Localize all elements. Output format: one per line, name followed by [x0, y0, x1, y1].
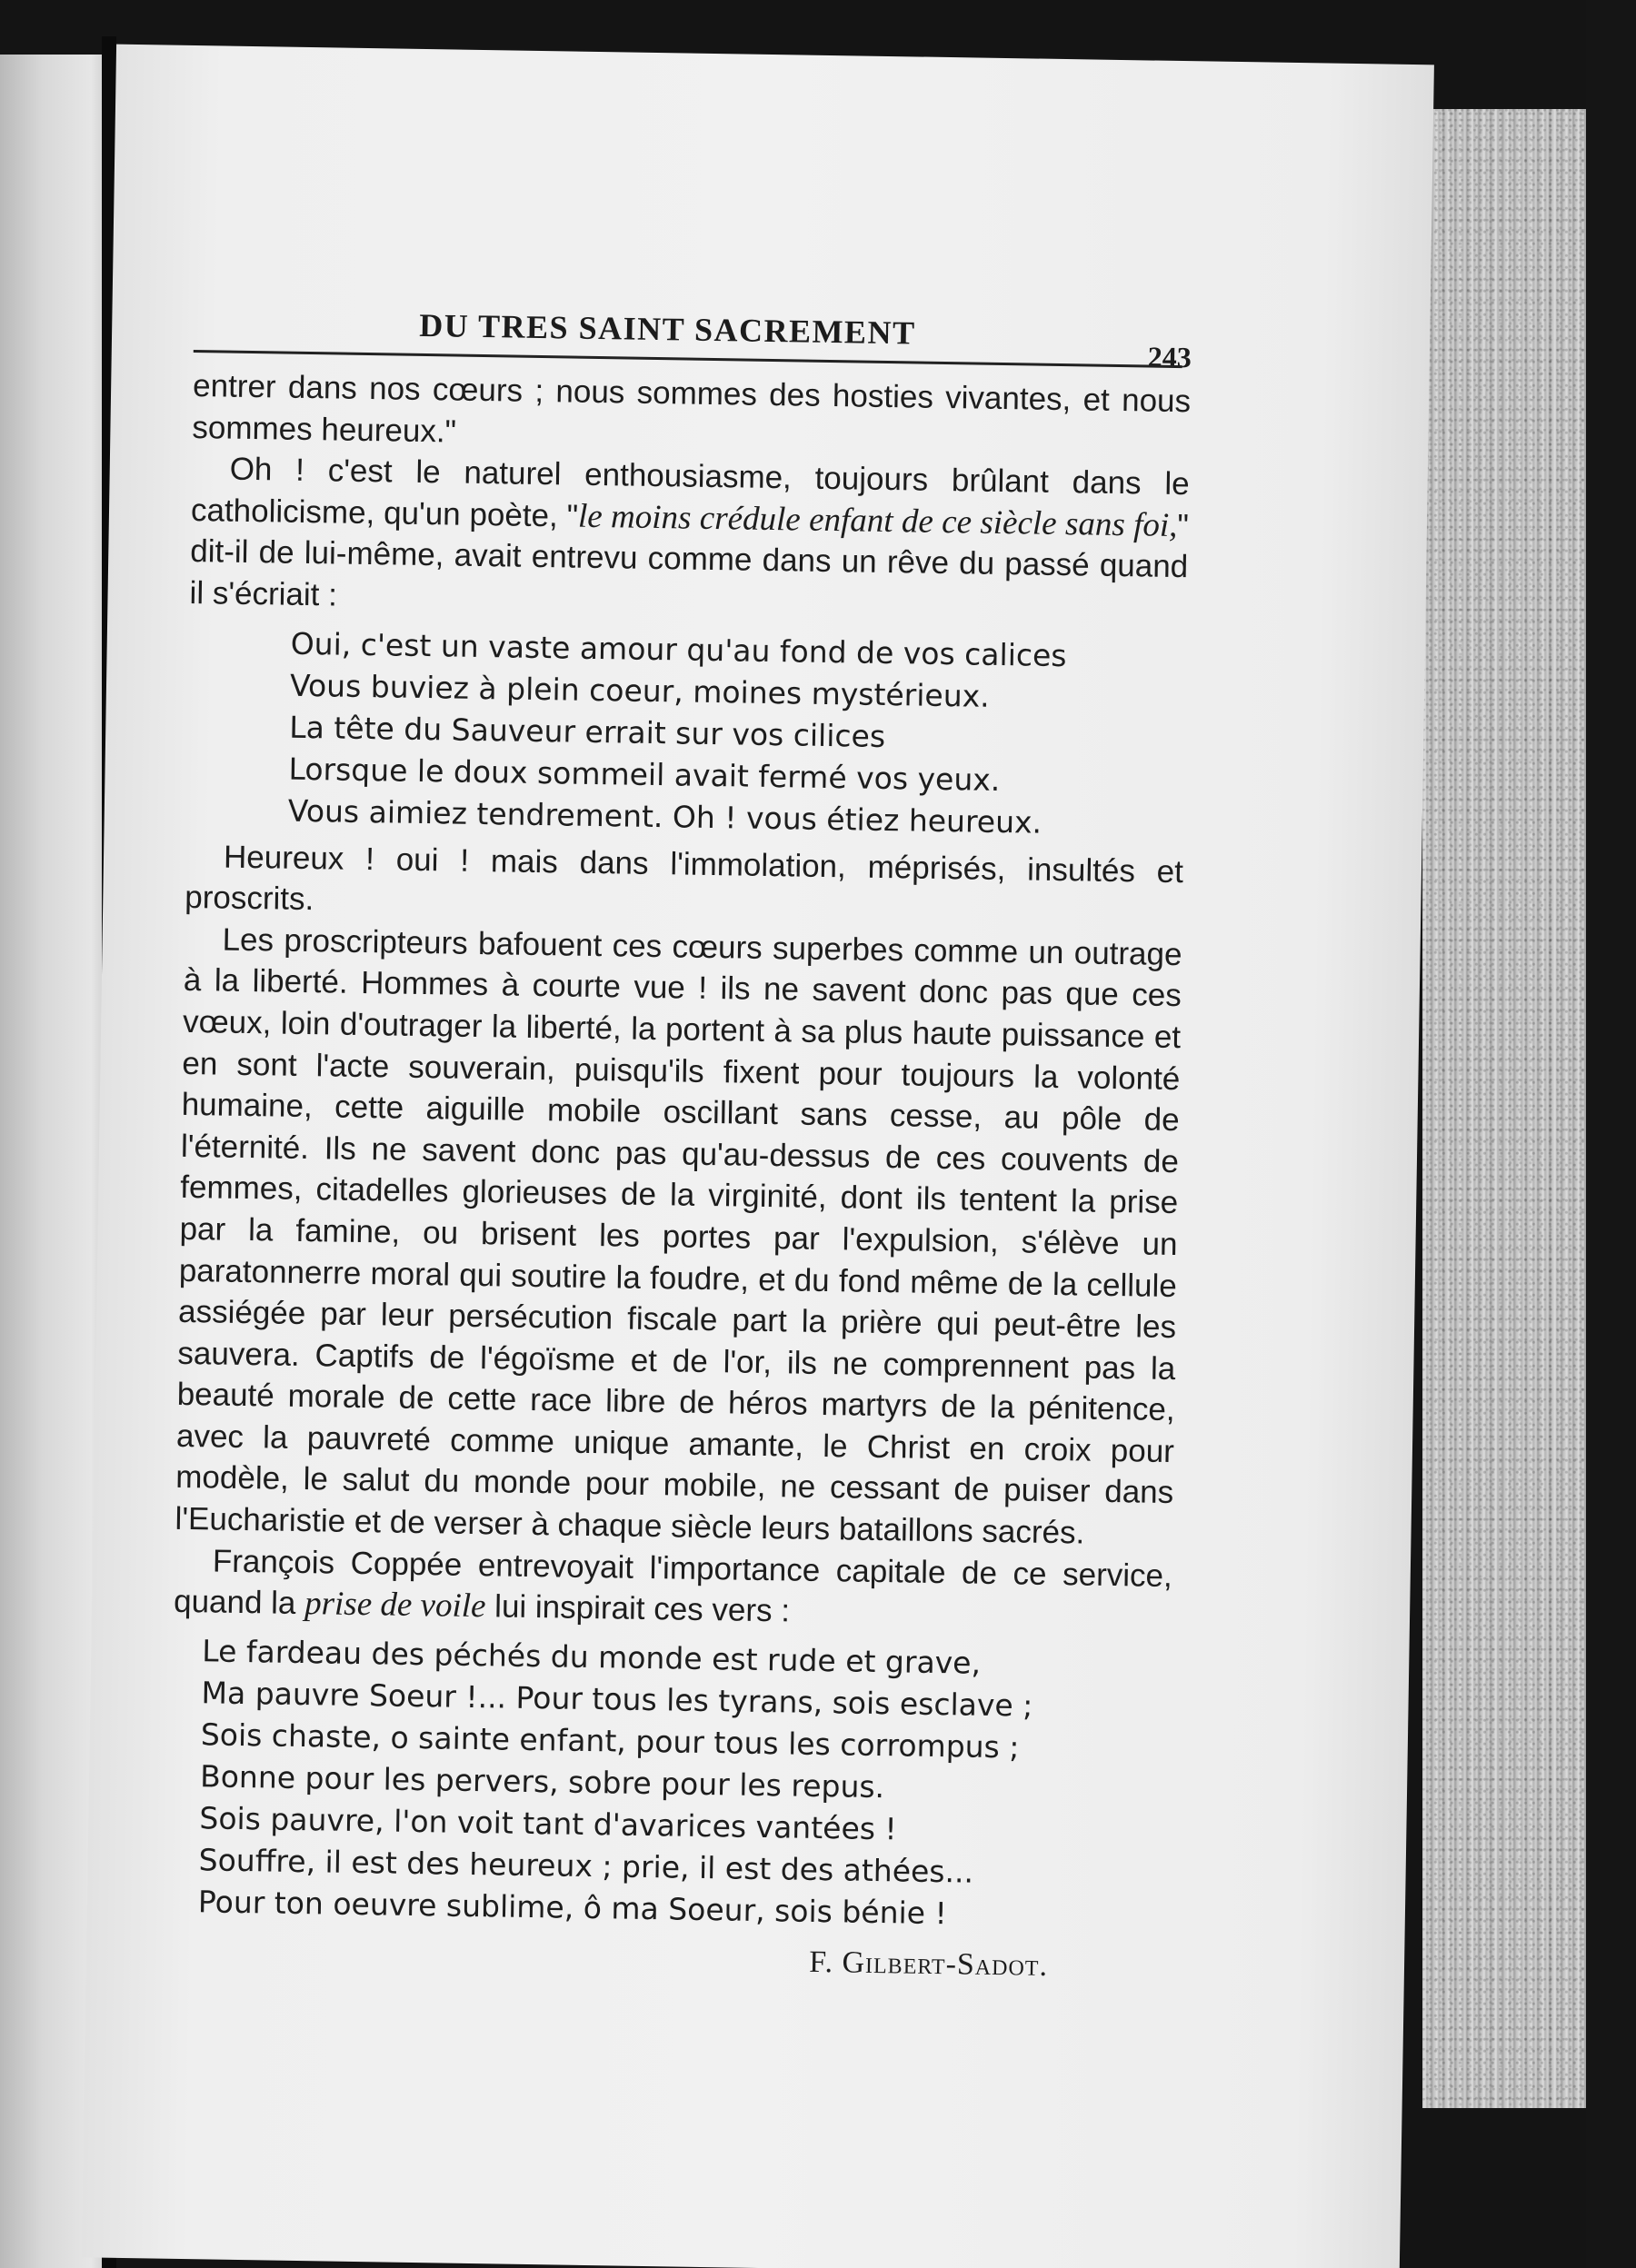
verse-line: Vous aimiez tendrement. Oh ! vous étiez heureux. [287, 792, 1042, 841]
book-page [82, 45, 1434, 2268]
verse-line: Pour ton oeuvre sublime, ô ma Soeur, sois bénie ! [197, 1884, 948, 1932]
verse-line: Oui, c'est un vaste amour qu'au fond de vos calices [290, 625, 1067, 673]
background-dark-right [1586, 0, 1636, 2268]
page-edges-stack [1422, 109, 1586, 2108]
verse-line: Le fardeau des péchés du monde est rude et grave, [202, 1633, 982, 1681]
paragraph-2-italic-quote: le moins crédule enfant de ce siècle sans foi, [577, 497, 1178, 544]
paragraph-5 [174, 1539, 1172, 1637]
running-header: DU TRES SAINT SACREMENT [418, 306, 916, 352]
author-signature: F. Gilbert-Sadot. [809, 1945, 1049, 1983]
paragraph-5-italic: prise de voile [304, 1585, 486, 1626]
paragraph-2-start: Oh ! c'est le naturel enthousiasme, toujours brûlant dans le catholicisme, qu'un poète, " [190, 451, 1190, 534]
page-number: 243 [1147, 340, 1192, 374]
paragraph-2-end: " dit-il de lui-même, avait entrevu comme dans un rêve du passé quand il s'écriait : [189, 507, 1190, 613]
verse-line: Bonne pour les pervers, sobre pour les repus. [199, 1758, 885, 1805]
verse-line: Lorsque le doux sommeil avait fermé vos yeux. [288, 751, 1001, 798]
verse-line: La tête du Sauveur errait sur vos cilices [289, 709, 886, 754]
verse-line: Vous buviez à plein coeur, moines mystérieux. [289, 667, 991, 714]
paragraph-5-end: lui inspirait ces vers : [485, 1588, 791, 1629]
verse-line: Sois chaste, o sainte enfant, pour tous les corrompus ; [200, 1716, 1020, 1766]
verse-block-1 [186, 622, 1187, 846]
page-body [168, 365, 1192, 1988]
verse-line: Ma pauvre Soeur !... Pour tous les tyrans, sois esclave ; [201, 1675, 1033, 1724]
paragraph-2 [189, 448, 1190, 630]
verse-line: Souffre, il est des heureux ; prie, il est des athées... [198, 1842, 974, 1890]
verse-block-2 [169, 1630, 1172, 1938]
paragraph-3: Heureux ! oui ! mais dans l'immolation, méprisés, insultés et proscrits. [185, 839, 1184, 918]
paragraph-5-start: François Coppée entrevoyait l'importance capitale de ce service, quand la [173, 1543, 1173, 1622]
verse-line: Sois pauvre, l'on voit tant d'avarices vantées ! [199, 1800, 898, 1847]
paragraph-1: entrer dans nos cœurs ; nous sommes des hosties vivantes, et nous sommes heureux." [192, 367, 1192, 450]
paragraph-4: Les proscripteurs bafouent ces cœurs superbes comme un outrage à la liberté. Hommes à courte vue ! ils ne savent donc pas que ces vœux, loin d'outrager la liberté, la portent à sa plus haute puissance et en sont l'acte souverain, puisqu'ils fixent pour toujours la volonté humaine, cette aiguille mobile oscillant sans cesse, au pôle de l'éternité. Ils ne savent donc pas qu'au-dessus de ces couvents de femmes, citadelles glorieuses de la virginité, dont ils tentent la prise par la famine, ou brisent les portes par l'expulsion, s'élève un paratonnerre moral qui soutire la foudre, et du fond même de la cellule assiégée par leur persécution fiscale part la prière qui peut-être les sauvera. Captifs de l'égoïsme et de l'or, ils ne comprennent pas la beauté morale de cette race libre de héros martyrs de la pénitence, avec la pauvreté comme unique amante, le Christ en croix pour modèle, le salut du monde pour mobile, ne cessant de puiser dans l'Eucharistie et de verser à chaque siècle leurs bataillons sacrés. [175, 921, 1182, 1551]
